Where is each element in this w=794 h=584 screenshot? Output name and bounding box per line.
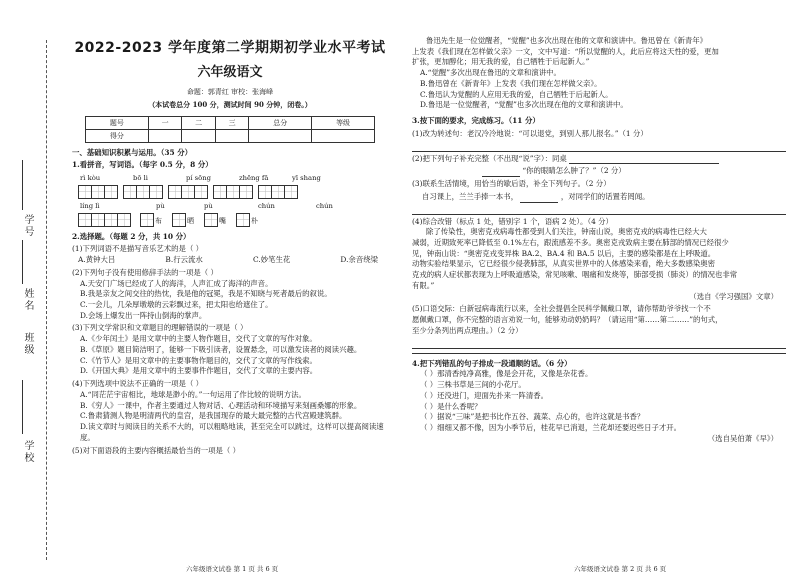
- writing-box[interactable]: [236, 213, 249, 227]
- exam-authors: 命题：郭青红 审校：张海峰: [186, 88, 274, 97]
- sentence-item[interactable]: （ ）那清香纯净高雅，像是会开花，又像是杂花香。: [420, 369, 593, 379]
- page-footer: 六年级语文试卷 第 2 页 共 6 页: [574, 564, 667, 573]
- option: D.读文章时与阅读目的关系不大的，可以粗略地读，甚至完全可以跳过，这样可以提高阅读速度。: [80, 422, 384, 442]
- student-id-line: [22, 160, 32, 210]
- writing-box[interactable]: [258, 185, 297, 199]
- question-2: 2.选择题。（每题 2 分，共 10 分）: [72, 231, 191, 241]
- option: D.《开国大典》是用文章中的主要事件作题目，交代了文章的主要内容。: [80, 366, 318, 376]
- answer-line[interactable]: [412, 339, 786, 349]
- given-char: 朴: [251, 217, 258, 226]
- option: A.《少年闰土》是用文章中的主要人物作题目，交代了文章的写作对象。: [80, 334, 317, 344]
- exam-subtitle: 六年级语文: [197, 65, 263, 81]
- pinyin: pù: [156, 201, 165, 210]
- option: D.余音绕梁: [340, 255, 378, 265]
- writing-grid-row-1: [72, 185, 388, 199]
- name-line: [22, 240, 32, 284]
- exam-page-2: [404, 0, 792, 584]
- binding-margin: [0, 0, 68, 584]
- question-3-4: (4)综合改错（标点 1 处，错别字 1 个，语病 2 处）。（4 分）: [412, 216, 613, 226]
- answer-blank[interactable]: [482, 169, 520, 177]
- answer-line[interactable]: [412, 205, 786, 215]
- writing-box[interactable]: [172, 213, 185, 227]
- writing-box[interactable]: [140, 213, 153, 227]
- sentence-item[interactable]: （ ）还没进门，迎面先扑来一阵清香。: [420, 390, 548, 400]
- question-3-2b-text: “你的眼睛怎么肿了？”（2 分）: [522, 166, 626, 176]
- pinyin: zhēng fā: [239, 173, 269, 182]
- pinyin-row-2: [72, 202, 388, 212]
- option: C.一会儿，几朵厚墩墩的云彩飘过来，把太阳也给遮住了。: [80, 299, 273, 309]
- answer-blank[interactable]: [569, 156, 719, 164]
- exam-title: 2022-2023 学年度第二学期期初学业水平考试: [74, 40, 386, 56]
- score-cell: 三: [215, 117, 249, 130]
- score-cell[interactable]: [249, 130, 312, 143]
- margin-label-school: 学校: [22, 440, 33, 464]
- option: C.鲁迅认为觉醒的人应用无我的爱，自己牺牲于后起新人。: [420, 89, 613, 99]
- passage-line: 有限。”: [412, 280, 435, 290]
- question-1: 1.看拼音，写词语。（每字 0.5 分，8 分）: [72, 160, 213, 170]
- question-3-2b: [412, 166, 786, 177]
- option: A.“觉醒”多次出现在鲁迅的文章和演讲中。: [420, 68, 561, 78]
- writing-box[interactable]: [123, 185, 162, 199]
- option: A.天安门广场已经成了人的海洋，人声汇成了海洋的声音。: [80, 278, 273, 288]
- char-pair: [172, 213, 194, 227]
- score-value-row: [86, 130, 375, 143]
- writing-box[interactable]: [213, 185, 252, 199]
- option: A.黄钟大吕: [78, 255, 116, 265]
- page-footer: 六年级语文试卷 第 1 页 共 6 页: [186, 564, 279, 573]
- pinyin: pù: [204, 201, 213, 210]
- margin-label-name: 姓名: [22, 288, 33, 312]
- writing-box[interactable]: [78, 213, 130, 227]
- question-3-5c: 至少分条列出两点理由。）（2 分）: [412, 325, 523, 335]
- sentence-item[interactable]: （ ）细细又都不像，因为小季节后，桂花早已消退，兰花却还要迟些日子才开。: [420, 423, 682, 433]
- char-pair: [204, 213, 226, 227]
- pinyin: chún: [316, 201, 333, 210]
- writing-box[interactable]: [204, 213, 217, 227]
- school-line: [22, 380, 32, 434]
- passage-line: 动物实验结果显示，它已经很少侵袭肺部，从真实世界中的人体感染来看，绝大多数感染奥密: [412, 259, 716, 269]
- passage-line: 见，钟南山说：“奥密克戎变异株 BA.2、BA.4 和 BA.5 以后，主要的感染都是在上呼吸道。: [412, 248, 716, 258]
- option: C.鲁肃猜测人物是明清两代的皇宫，是我国现存的最大最完整的古代宫殿建筑群。: [80, 411, 347, 421]
- given-char: 布: [155, 217, 162, 226]
- option: B.行云流水: [165, 255, 203, 265]
- writing-box[interactable]: [168, 185, 207, 199]
- score-cell[interactable]: [312, 130, 375, 143]
- question-2-4: (4)下列选项中说法不正确的一项是（ ）: [72, 379, 204, 389]
- score-cell: 一: [148, 117, 182, 130]
- sentence-item[interactable]: （ ）据说“三味”是把书比作五谷、蔬菜、点心的，也许这就是书香？: [420, 412, 645, 422]
- question-3-2-text: (2)把下列句子补充完整（不出现“说”字）：同桌: [412, 153, 567, 163]
- divider: [412, 353, 786, 354]
- score-cell: 等级: [312, 117, 375, 130]
- question-3-1: (1)改为转述句：老汉冷冷地说：“可以退党，到别人那儿报名。”（1 分）: [412, 128, 648, 138]
- source-citation: （选自《学习强国》文章）: [689, 291, 778, 301]
- passage-line: 除了传染性，奥密克戎病毒性都受到人们关注，钟南山说，奥密克戎的病毒性已经大大: [426, 227, 707, 237]
- pinyin: rì kòu: [80, 173, 101, 182]
- question-4: 4.把下列错乱的句子排成一段通顺的话。（6 分）: [412, 358, 572, 368]
- pinyin: líng lì: [80, 201, 100, 210]
- exam-page-1: [68, 0, 390, 584]
- score-cell: 二: [182, 117, 216, 130]
- option: B.《穷人》一课中，作者主要通过人物对话、心理活动和环境描写来刻画桑娜的形象。: [80, 400, 362, 410]
- writing-box[interactable]: [78, 185, 117, 199]
- score-cell: 得分: [86, 130, 149, 143]
- intro-line: 上发表《我们现在怎样做父亲》一文，文中写道：“所以觉醒的人，此后应将这天性的爱，更加: [412, 46, 719, 56]
- char-pair: [140, 213, 162, 227]
- given-char: 晒: [187, 217, 194, 226]
- question-3-3: (3)联系生活情境，用恰当的歇后语，补全下列句子。（2 分）: [412, 179, 611, 189]
- question-3-3c-text: ，对同学们的话置若罔闻。: [560, 191, 650, 201]
- question-2-1: (1)下列词语不是描写音乐艺术的是（ ）: [72, 244, 204, 254]
- question-3-3b: [412, 192, 786, 203]
- answer-line[interactable]: [412, 142, 786, 152]
- score-table: [85, 116, 375, 143]
- score-cell[interactable]: [182, 130, 216, 143]
- option: C.妙笔生花: [252, 255, 291, 265]
- pinyin-row-1: [72, 174, 388, 184]
- option: B.我是亲友之间交往的热忱，我是他的冠冕，我是不知晓与死者最后的叙说。: [80, 289, 332, 299]
- option: D.会场上爆发出一阵持山倒海的掌声。: [80, 310, 207, 320]
- option: B.《草原》题目简洁明了，能够一下吸引读者，设置悬念，可以激发读者的阅读兴趣。: [80, 344, 362, 354]
- char-pair: [236, 213, 258, 227]
- option: B.鲁迅曾在《新青年》上发表《我们现在怎样做父亲》。: [420, 78, 602, 88]
- question-2-3: (3)下列文学常识和文章题目的理解错误的一项是（ ）: [72, 323, 248, 333]
- question-3-3b-text: 自习课上，兰兰手捧一本书，: [422, 191, 519, 201]
- option: A.“同茫茫宇宙相比，地球是渺小的。”一句运用了作比较的说明方法。: [80, 389, 306, 399]
- pinyin: bō li: [133, 173, 148, 182]
- sentence-item[interactable]: （ ）三株书草是三间的小花厅。: [420, 380, 526, 390]
- source-citation: （选自吴伯萧《早》）: [707, 433, 778, 443]
- answer-blank[interactable]: [520, 195, 558, 203]
- option: D.鲁迅是一位觉醒者，“觉醒”也多次出现在他的文章和演讲中。: [420, 100, 628, 110]
- cut-line: [46, 40, 47, 560]
- pinyin: pí sōng: [186, 173, 211, 182]
- intro-line: 鲁迅先生是一位觉醒者，“觉醒”也多次出现在他的文章和演讲中。鲁迅曾在《新青年》: [426, 36, 708, 45]
- question-3: 3.按下面的要求，完成练习。（11 分）: [412, 116, 540, 126]
- question-3-5: (5)口语交际：白新冠病毒流行以来，全社会提倡全民科学佩戴口罩，请你帮助爷爷找一个不: [412, 304, 711, 314]
- margin-label-class: 班级: [22, 332, 33, 356]
- option: C.《竹节人》是用文章中的主要事物作题目的，交代了文章的写作线索。: [80, 355, 317, 365]
- writing-grid-row-2: [72, 213, 388, 227]
- pinyin: yī shang: [292, 173, 321, 182]
- pinyin: chún: [258, 201, 275, 210]
- score-cell[interactable]: [148, 130, 182, 143]
- question-3-5b: 愿佩戴口罩，你不完整的语言劝说一句，能够劝动奶奶吗？（请运用“第……第二……”的句式，: [412, 315, 723, 325]
- options-row: [72, 255, 388, 266]
- question-2-5: (5)对下面语段的主要内容概括最恰当的一项是（ ）: [72, 445, 241, 455]
- exam-note: （本试卷总分 100 分，测试时间 90 分钟，闭卷。）: [148, 100, 312, 110]
- intro-line: 扩张，更加醇化；用无我的爱，自己牺牲于后起新人。”: [412, 57, 590, 67]
- score-header-row: [86, 117, 375, 130]
- passage-line: 克戎的病人症状都表现为上呼吸道感染，常见咳嗽、咽痛和发烧等，肺部受损（肺炎）的情况也非常: [412, 270, 738, 280]
- sentence-item[interactable]: （ ）是什么香呢？: [420, 401, 482, 411]
- question-2-2: (2)下列句子没有使用修辞手法的一项是（ ）: [72, 267, 218, 277]
- question-3-2: [412, 154, 786, 165]
- score-cell[interactable]: [215, 130, 249, 143]
- section-heading: 一、基础知识积累与运用。（35 分）: [72, 148, 193, 158]
- score-cell: 总分: [249, 117, 312, 130]
- given-char: 嘴: [219, 217, 226, 226]
- passage-line: 减弱，近期致死率已降低至 0.1%左右，跟流感差不多。奥密克戎致病主要在肺部的情况已经很少: [412, 238, 729, 248]
- margin-label-student-id: 学号: [22, 214, 33, 238]
- score-cell: 题号: [86, 117, 149, 130]
